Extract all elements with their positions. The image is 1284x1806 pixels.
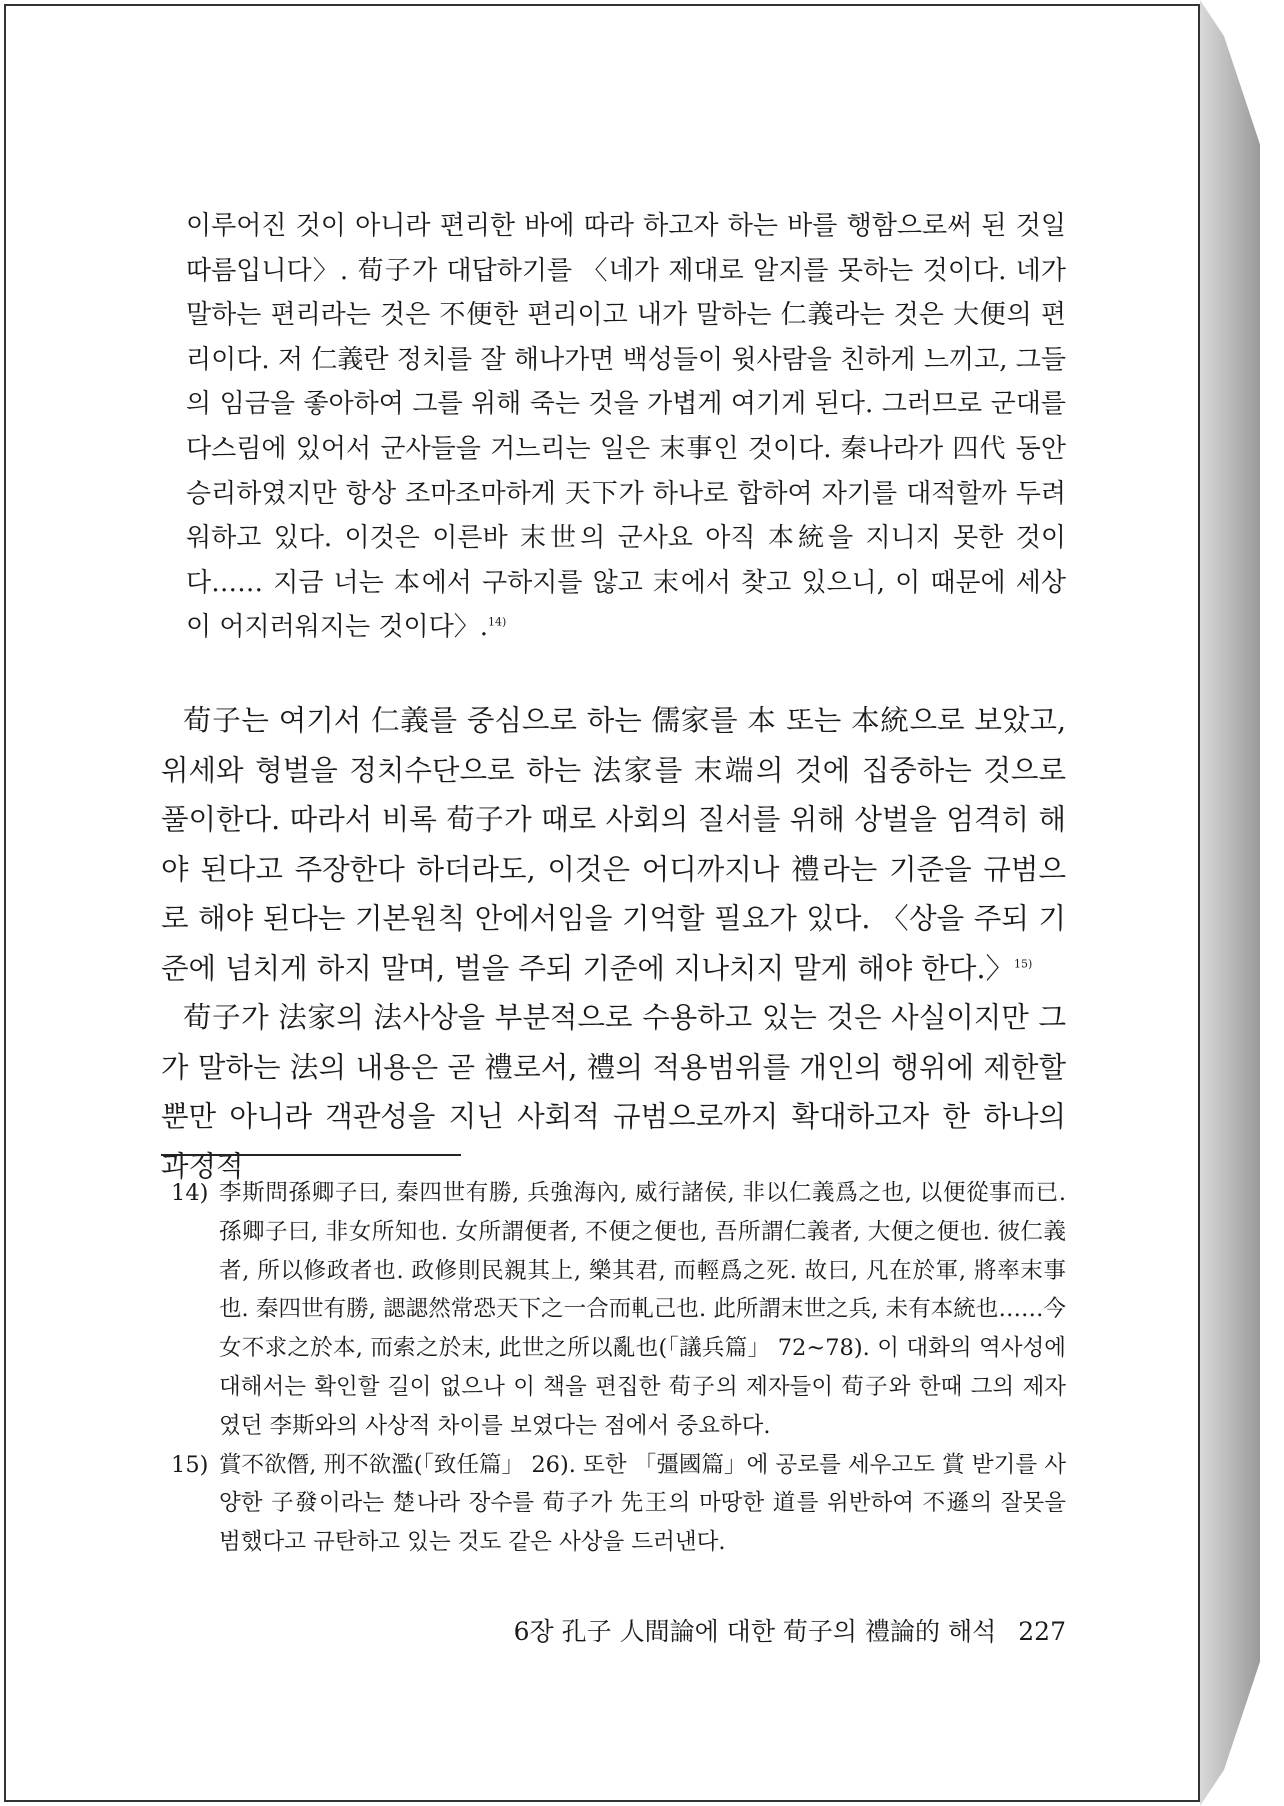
page-number: 227 (1018, 1617, 1066, 1646)
footnote-14 (171, 1174, 1066, 1446)
page-edge-shadow (1200, 0, 1260, 1806)
footnote-divider (161, 1154, 461, 1156)
paragraph-1-text: 荀子는 여기서 仁義를 중심으로 하는 儒家를 本 또는 本統으로 보았고, 위세와 형벌을 정치수단으로 하는 法家를 末端의 것에 집중하는 것으로 풀이한다. 따라서 비록 荀子가 때로 사회의 질서를 위해 상벌을 엄격히 해야 된다고 주장한다 하더라도, 이것은 어디까지나 禮라는 기준을 규범으로 해야 된다는 기본원칙 안에서임을 기억할 필요가 있다. 〈상을 주되 기준에 넘치게 하지 말며, 벌을 주되 기준에 지나치지 말게 해야 한다.〉 (161, 704, 1066, 985)
paragraph-1 (161, 696, 1066, 993)
running-head: 6장 孔子 人間論에 대한 荀子의 禮論的 해석 (513, 1617, 997, 1646)
footnote-ref-14: 14) (487, 615, 507, 629)
footnotes (171, 1174, 1066, 1562)
page-footer (466, 1612, 1066, 1652)
footnote-text: 李斯問孫卿子曰, 秦四世有勝, 兵強海內, 威行諸侯, 非以仁義爲之也, 以便從事而已. 孫卿子曰, 非女所知也. 女所謂便者, 不便之便也, 吾所謂仁義者, 大便之便也. 彼仁義者, 所以修政者也. 政修則民親其上, 樂其君, 而輕爲之死. 故曰, 凡在於軍, 將率末事也. 秦四世有勝, 諰諰然常恐天下之一合而軋己也. 此所謂末世之兵, 未有本統也……今女不求之於本, 而索之於末, 此世之所以亂也(「議兵篇」 72~78). 이 대화의 역사성에 대해서는 확인할 길이 없으나 이 책을 편집한 荀子의 제자들이 荀子와 한때 그의 제자였던 李斯와의 사상적 차이를 보였다는 점에서 중요하다. (219, 1180, 1066, 1439)
footnote-number: 15) (171, 1451, 209, 1478)
footnote-ref-15: 15) (1014, 957, 1033, 970)
quote-text: 이루어진 것이 아니라 편리한 바에 따라 하고자 하는 바를 행함으로써 된 것일 따름입니다〉. 荀子가 대답하기를 〈네가 제대로 알지를 못하는 것이다. 네가 말하는 편리라는 것은 不便한 편리이고 내가 말하는 仁義라는 것은 大便의 편리이다. 저 仁義란 정치를 잘 해나가면 백성들이 윗사람을 친하게 느끼고, 그들의 임금을 좋아하여 그를 위해 죽는 것을 가볍게 여기게 된다. 그러므로 군대를 다스림에 있어서 군사들을 거느리는 일은 末事인 것이다. 秦나라가 四代 동안 승리하였지만 항상 조마조마하게 天下가 하나로 합하여 자기를 대적할까 두려워하고 있다. 이것은 이른바 末世의 군사요 아직 本統을 지니지 못한 것이다…… 지금 너는 本에서 구하지를 않고 末에서 찾고 있으니, 이 때문에 세상이 어지러워지는 것이다〉. (186, 211, 1066, 643)
paragraph-2: 荀子가 法家의 法사상을 부분적으로 수용하고 있는 것은 사실이지만 그가 말하는 法의 내용은 곧 禮로서, 禮의 적용범위를 개인의 행위에 제한할 뿐만 아니라 객관성을 지닌 사회적 규범으로까지 확대하고자 한 하나의 과정적 (161, 1001, 1066, 1183)
footnote-text: 賞不欲僭, 刑不欲濫(「致任篇」 26). 또한 「彊國篇」에 공로를 세우고도 賞 받기를 사양한 子發이라는 楚나라 장수를 荀子가 先王의 마땅한 道를 위반하여 不遜의 잘못을 범했다고 규탄하고 있는 것도 같은 사상을 드러낸다. (219, 1451, 1066, 1556)
footnote-number: 14) (171, 1180, 209, 1206)
main-text (161, 696, 1066, 1191)
book-page (4, 4, 1200, 1802)
footnote-15 (171, 1446, 1066, 1562)
block-quote (186, 204, 1066, 650)
